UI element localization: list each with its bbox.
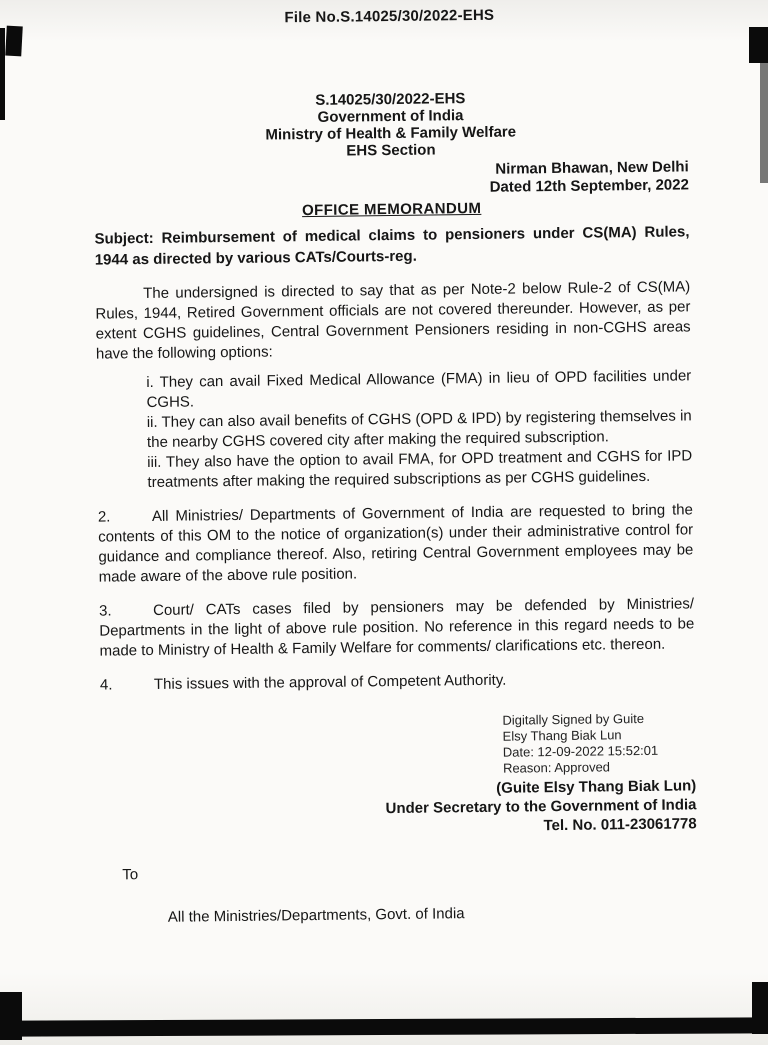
reference-number: S.14025/30/2022-EHS (315, 90, 466, 109)
option-i: i. They can avail Fixed Medical Allowance (FMA) in lieu of OPD facilities under CGHS. (146, 367, 692, 412)
org-name: Government of India (317, 107, 464, 126)
scan-artifact-bottom-left (0, 992, 22, 1040)
subject-line: Subject: Reimbursement of medical claims to pensioners under CS(MA) Rules, 1944 as directed by various CATs/Courts-reg. (94, 223, 690, 269)
digital-sig-line-2: Elsy Thang Biak Lun (502, 727, 622, 744)
file-number: File No.S.14025/30/2022-EHS (284, 6, 495, 27)
place-line: Nirman Bhawan, New Delhi (495, 158, 689, 178)
paragraph-3 (99, 594, 695, 661)
digital-sig-line-1: Digitally Signed by Guite (502, 710, 645, 728)
scan-artifact-right-top (749, 27, 768, 63)
paragraph-2-text: All Ministries/ Departments of Government of India are requested to bring the contents of this OM to the notice of organization(s) under their administrative control for guidance and compliance thereof. Also, retiring Central Government employees may be made aware of the above rule position. (98, 501, 694, 586)
paragraph-4-text: This issues with the approval of Competent Authority. (153, 671, 507, 693)
scan-artifact-right-bottom (752, 982, 768, 1034)
scan-artifact-bottom-bar (16, 1017, 768, 1036)
paragraph-3-text: Court/ CATs cases filed by pensioners may be defended by Ministries/ Departments in the light of above rule position. No reference in this regard needs to be made to Ministry of Health & Family Welfare for comments/ clarifications etc. thereon. (99, 595, 695, 660)
memo-title (94, 197, 689, 221)
digital-signature-stamp (502, 710, 696, 776)
scan-artifact-top-left (5, 26, 23, 57)
paragraph-4 (100, 668, 695, 695)
document-content (92, 0, 698, 927)
options-list (146, 366, 692, 493)
paragraph-2-number: 2. (97, 508, 111, 526)
place-date-block (94, 158, 689, 201)
section-name: EHS Section (346, 141, 436, 160)
signatory-designation: Under Secretary to the Government of India (385, 796, 697, 818)
date-line: Dated 12th September, 2022 (489, 176, 690, 196)
signature-block (100, 710, 696, 840)
letterhead (93, 87, 689, 162)
addressee-line: All the Ministries/Departments, Govt. of India (167, 905, 465, 926)
option-iii: iii. They also have the option to avail FMA, for OPD treatment and CGHS for IPD treatments after making the required subscriptions as per CGHS guidelines. (147, 447, 693, 492)
memo-title-text: OFFICE MEMORANDUM (301, 199, 482, 220)
scan-artifact-right-edge (760, 63, 768, 183)
ministry-name: Ministry of Health & Family Welfare (265, 123, 517, 144)
signatory-telephone: Tel. No. 011-23061778 (543, 815, 697, 835)
paragraph-4-number: 4. (99, 676, 113, 694)
to-label: To (122, 866, 139, 884)
signatory-details (101, 776, 697, 840)
option-ii: ii. They can also avail benefits of CGHS (OPD & IPD) by registering themselves in the nearby CGHS covered city after making the required subscription. (146, 407, 692, 452)
scan-artifact-left-edge (0, 28, 5, 120)
paragraph-2 (98, 500, 694, 587)
paragraph-1: The undersigned is directed to say that as per Note-2 below Rule-2 of CS(MA) Rules, 1944, Retired Government officials are not covered thereunder. However, as per extent CGHS guidelines, Central Government Pensioners residing in non-CGHS areas have the following options: (95, 278, 691, 363)
paragraph-3-number: 3. (98, 602, 112, 620)
digital-sig-date: Date: 12-09-2022 15:52:01 (502, 742, 659, 760)
digital-sig-reason: Reason: Approved (502, 759, 611, 776)
signatory-name: (Guite Elsy Thang Biak Lun) (496, 777, 697, 797)
